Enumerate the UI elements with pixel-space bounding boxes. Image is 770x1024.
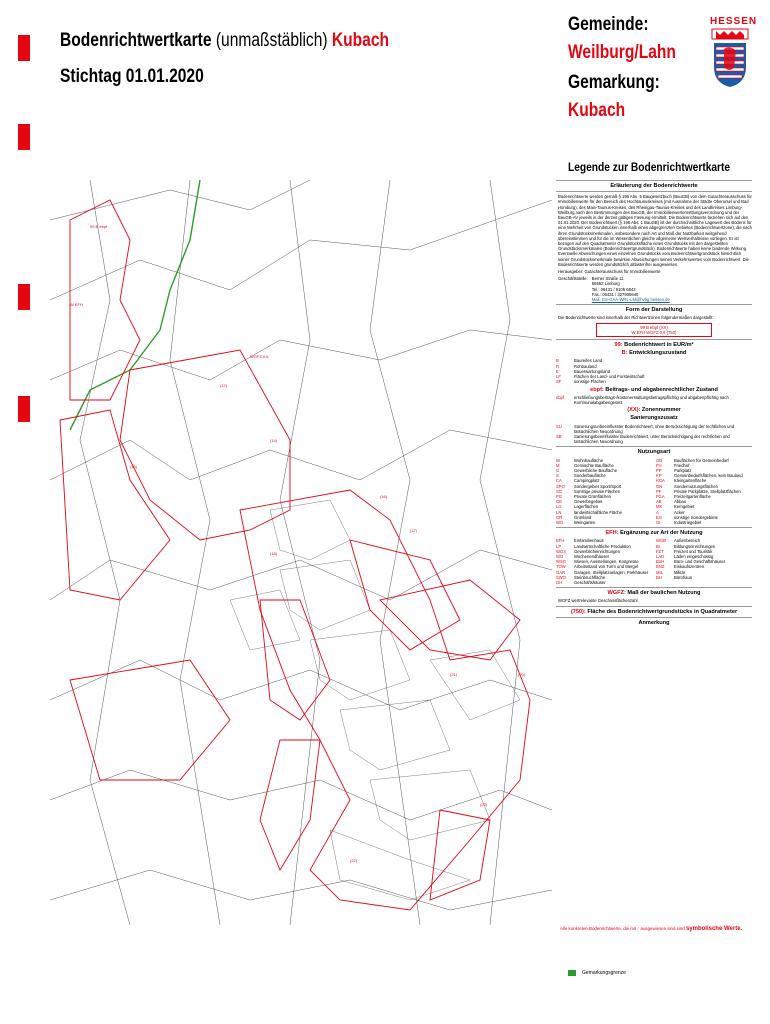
legend-row: EG sonstige Sondergebiete (656, 514, 719, 520)
legend-row: MIL Militär (656, 569, 686, 575)
erganzung-heading: Ergänzung zur Art der Nutzung (620, 530, 703, 537)
flaeche-heading: Fläche des Bodenrichtwertgrundstücks in Quadratmeter (587, 608, 738, 615)
zone-label: (21) (450, 672, 458, 677)
legend-row: B Baureifes Land (556, 358, 603, 364)
bodenrichtwert-map (50, 180, 552, 925)
title-scale-note: (unmaßstäblich) (215, 30, 328, 51)
zone-label: 99 B ebpf (90, 224, 108, 229)
legend-row: EFH Einfamilienhaus (556, 538, 604, 544)
map-title (60, 30, 389, 52)
red-margin-bar-3 (18, 284, 30, 310)
legend-row: LAD Läden eingeschossig (656, 553, 714, 559)
legend-row: GE Gewerbegebiet (556, 499, 603, 505)
form-example-box: 99 B ebpf (XX) W EFH WGFZ 0,6 (750) (596, 323, 712, 337)
zone-label: WGFZ 0,6 (250, 354, 269, 359)
legend-row: WGS Gewerblicheinrichtungen (556, 548, 621, 554)
legend-row: LG Lagerflächen (556, 504, 599, 510)
legend-row: SPO Sondergebiet Sport/Sport (556, 483, 622, 489)
zone-label: (12) (220, 383, 228, 388)
legend-row: MK Kerngebiet (656, 504, 695, 510)
legend-row: G Gewerbliche Baufläche (556, 467, 618, 473)
zone-label: (18) (270, 551, 278, 556)
legend-row: ENZ Einkaufszentren (656, 564, 705, 570)
legend-sections (556, 343, 752, 444)
explanation-text: Bodenrichtwerte werden gemäß § 196 Abs. 5 Baugesetzbuch (BauGB) von dem Gutachterausschuss für Immobilienwerte für den Bereich des Hochtaunuskreises (mit Ausnahme der Städte Oberursel und Bad Homburg), des Main-Taunus-Kreises, des Rheingau-Taunus-Kreises und des Landkreises Limburg-Weilburg nach den Bestimmungen des BauGB, der Immobilienwertermittlungsverordnung und der BauGB-AV jeweils in der derzeit gültigen Fassung ermittelt. Die Bodenrichtwerte beziehen sich auf den 01.01.2020. Der Bodenrichtwert (§ 196 Abs. 1 BauGB) ist der durchschnittliche Lagewert des Bodens für eine Mehrheit von Grundstücken innerhalb eines abgegrenzten Gebietes (Bodenrichtwertzone), die nach ihren Grundstücksmerkmalen, insbesondere nach Art und Maß der Nutzbarkeit weitgehend übereinstimmen und für die im Wesentlichen gleiche allgemeine Wertverhältnisse vorliegen. Er ist bezogen auf den Quadratmeter Grundstücksfläche eines Grundstücks mit den dargestellten Grundstücksmerkmalen (Bodenrichtwertgrundstück). Bodenrichtwerte haben keine bindende Wirkung. Eventuelle Abweichungen eines einzelnen Grundstücks vom Bodenrichtwertgrundstück hinsichtlich seiner Grundstücksmerkmale bewirken Abweichungen seines Verkehrswertes vom Bodenrichtwert. Die Bodenrichtwerte werden grundsätzlich altlastenfrei ausgewiesen. (558, 194, 752, 267)
office-address: Berner Straße 11 65552 Limburg Tel.: 06431 / 9105 6843 Fax.: 06431 / 327905640 Mail: GS-GAA-WRL-LM@hvbg.hessen.de (591, 276, 670, 303)
zone-label: (23) (480, 802, 488, 807)
legend-row: GH Geschäftshäuser (556, 580, 606, 585)
nutzung-heading: Nutzungsart (637, 449, 671, 456)
symbolic-values-note: Alle konkreten Bodenrichtwerte, die mit ‚‘ ausgewiesen sind sind symbolische Werte. (560, 926, 743, 932)
red-margin-bar-1 (18, 35, 30, 61)
zone-label: (17) (410, 528, 418, 533)
legend-row: E Bauerwartungsland (556, 368, 611, 374)
red-margin-bar-2 (18, 124, 30, 150)
wgfz-text: WGFZ wertrelevante Geschossflächenzahl (558, 598, 638, 604)
legend-row: R Rohbauland (556, 363, 597, 369)
zone-label: (14) (270, 438, 278, 443)
legend-row: LN landwirtschaftliche Fläche (556, 509, 622, 515)
legend-title: Legende zur Bodenrichtwertkarte (568, 160, 731, 174)
legend-row: WGB Außenbereich (656, 538, 701, 544)
legend-section-heading: Sanierungszusatz (630, 415, 678, 422)
legend-row: LF Flächen der Land- und Forstwirtschaft (556, 374, 645, 380)
legend-row: WG Weingarten (556, 519, 596, 525)
legend-row: SWO Steinbruchfläche (556, 574, 606, 580)
legend-row: LP Landwirtschaftliche Produktion (556, 543, 631, 549)
legend-section-heading: B: Entwicklungszustand (621, 350, 687, 357)
wgfz-heading: Maß der baulichen Nutzung (627, 590, 701, 597)
gemarkung-legend-label: Gemarkungsgrenze (582, 970, 626, 976)
legend-section-heading: (XX): Zonennummer (627, 407, 681, 414)
form-heading: Form der Darstellung (625, 307, 683, 314)
legend-row: WO Wochenendhäuser (556, 553, 610, 559)
gemarkung-legend (568, 970, 626, 976)
gemarkung-label: Gemarkung: (568, 72, 660, 93)
nutzung-table (556, 458, 752, 526)
legend-row: SB Sanierungsbeeinflusster Bodenrichtwert, unter Berücksichtigung der rechtlichen und tatsächlichen Neuordnung (556, 433, 730, 445)
legend-row: PP Parkplatz (656, 467, 692, 473)
legend-row: KP Gemeinbedarfsflächen, kein Bauland (656, 473, 743, 479)
hessen-lion-crest-icon (710, 27, 750, 89)
legend-row: BI Bildungseinrichtungen (656, 543, 716, 549)
legend-row: PF Private Parkplätze, Stellplatzflächen (656, 488, 741, 494)
title-main: Bodenrichtwertkarte (60, 30, 212, 51)
zone-label: (16) (380, 494, 388, 499)
zone-label: (22) (350, 858, 358, 863)
gemarkung-value: Kubach (568, 100, 626, 121)
office-label: Geschäftsstelle: (558, 276, 588, 282)
legend-row: SF sonstige Flächen (556, 379, 606, 385)
legend-section-heading: 99: Bodenrichtwert in EUR/m² (614, 342, 694, 349)
legend-row: ebpf erschließungsbeitrags-/kostenerstattungsbetragspflichtig und abgabenpflichtig nach Kommunalabgabengesetz (556, 394, 729, 405)
form-text: Die Bodenrichtwerte sind innerhalb der Richtwertzonen folgendermaßen dargestellt: (558, 315, 714, 321)
zone-label: (20) (518, 672, 526, 677)
gemarkung-swatch (568, 970, 576, 976)
reference-date: Stichtag 01.01.2020 (60, 66, 204, 87)
hessen-logo-text: HESSEN (710, 16, 758, 27)
zone-label: W EFH (70, 302, 83, 307)
legend-row: SG Sonstige private Flächen (556, 488, 621, 494)
legend-row: BüH Büro- und Geschäftshäuser (656, 559, 726, 565)
explanation-heading: Erläuterung der Bodenrichtwerte (610, 183, 698, 189)
red-margin-bar-4 (18, 396, 30, 422)
legend-row: GB Bauflächen für Gemeinbedarf (656, 457, 729, 463)
legend-row: M Gemischte Baufläche (556, 462, 614, 468)
legend-row: GN Sondernutzungsflächen (656, 483, 719, 489)
legend-section-heading: ebpf: Beitrags- und abgabenrechtlicher Zustand (590, 386, 718, 393)
hessen-logo (710, 16, 758, 94)
legend-row: BH Bürohaus (656, 574, 692, 580)
legend-row: A Acker (656, 509, 685, 515)
publisher-value: Gutachterausschuss für Immobilienwerte (584, 269, 661, 275)
legend-row: CA Campingplatz (556, 478, 600, 484)
legend-row: GR Grünland (556, 514, 592, 520)
legend-row: TOW Arbeitsstand von Turm und Mergel (556, 564, 639, 570)
legend-row: S Sonderbaufläche (556, 473, 606, 479)
legend-row: GAR Garagen, Stellplatzanlagen, Parkhäuser (556, 569, 649, 575)
map-canvas (50, 180, 552, 925)
legend-row: GI Industriegebiet (656, 519, 702, 525)
publisher-label: Herausgeber: (558, 269, 584, 275)
legend-row: WSG Wiesen, Ausstellungen, Kongresse (556, 559, 639, 565)
gemeinde-value: Weilburg/Lahn (568, 42, 676, 63)
legend-row: FH Friedhof (656, 462, 690, 468)
anmerkung-heading: Anmerkung (638, 619, 670, 626)
legend-row: FGA Freizeitgartenfläche (656, 493, 711, 499)
legend-row: FZT Freizeit und Touristik (656, 548, 713, 554)
erganzung-table (556, 538, 752, 585)
legend-row: W Wohnbaufläche (556, 457, 604, 463)
office-email-link[interactable]: Mail: GS-GAA-WRL-LM@hvbg.hessen.de (591, 297, 670, 303)
legend-panel: Erläuterung der Bodenrichtwerte Bodenrichtwerte werden gemäß § 196 Abs. 5 Baugesetzbuch (BauGB) von dem Gutachterausschuss für Immobilienwerte für den Bereich des Hochtaunuskreises (mit Ausnahme der Städte Oberursel und Bad Homburg), des Main-Taunus-Kreises, des Rheingau-Taunus-Kreises und des Landkreises Limburg-Weilburg nach den Bestimmungen des BauGB, der Immobilienwertermittlungsverordnung und der BauGB-AV jeweils in der derzeit gültigen Fassung ermittelt. Die Bodenrichtwerte beziehen sich auf den 01.01.2020. Der Bodenrichtwert (§ 196 Abs. 1 BauGB) ist der durchschnittliche Lagewert des Bodens für eine Mehrheit von Grundstücken innerhalb eines abgegrenzten Gebietes (Bodenrichtwertzone), die nach ihren Grundstücksmerkmalen, insbesondere nach Art und Maß der Nutzbarkeit weitgehend übereinstimmen und für die im Wesentlichen gleiche allgemeine Wertverhältnisse vorliegen. Er ist bezogen auf den Quadratmeter Grundstücksfläche eines Grundstücks mit den dargestellten Grundstücksmerkmalen (Bodenrichtwertgrundstück). Bodenrichtwerte haben keine bindende Wirkung. Eventuelle Abweichungen eines einzelnen Grundstücks vom Bodenrichtwertgrundstück hinsichtlich seiner Grundstücksmerkmale bewirken Abweichungen seines Verkehrswertes vom Bodenrichtwert. Die Bodenrichtwerte werden grundsätzlich altlastenfrei ausgewiesen. Herausgeber: Gutachterausschuss für Immobilienwerte Geschäftsstelle: Berner Straße 11 65552 Limburg Tel.: 06431 / 9105 6843 Fax.: 06431 / 327905640 Mail: GS-GAA-WRL-LM@hvbg.hessen.de Form der Darstellung Die Bodenrichtwerte sind innerhalb der Richtwertzonen folgendermaßen dargestellt: 99 B ebpf (XX) W EFH WGFZ 0,6 (750) 99: Bodenrichtwert in EUR/m² B: Entwicklungszustand B Baureifes Land R Rohbauland E Bauerwartungsland LF Flächen der Land- und Forstwirtschaft SF sonstige Flächen ebpf: Beitrags- und abgabenrechtlicher Zustand ebpf erschließungsbeitrags-/kostenerstattungsbetragspflichtig und abgabenpflichtig nach Kommunalabgabengesetz (XX): Zonennummer Sanierungszusatz SU Sanierungsunbeeinflusster Bodenrichtwert, ohne Berücksichtigung der rechtlichen und tatsächlichen Neuordnung SB Sanierungsbeeinflusster Bodenrichtwert, unter Berücksichtigung der rechtlichen und tatsächlichen Neuordnung Nutzungsart W Wohnbaufläche M Gemischte Baufläche G Gewerbliche Baufläche S Sonderbaufläche CA Campingplatz SPO Sondergebiet Sport/Sport SG Sonstige private Flächen PG Private Grünflächen GE Gewerbegebiet LG Lagerflächen LN landwirtschaftliche Fläche GR Grünland WG Weingarten GB Bauflächen für Gemeinbedarf FH Friedhof PP Parkplatz KP Gemeinbedarfsflächen, kein Bauland KGA Kleingartenfläche GN Sondernutzungsflächen PF Private Parkplätze, Stellplatzflächen FGA Freizeitgartenfläche AB Abbau MK Kerngebiet A Acker EG sonstige Sondergebiete GI Industriegebiet EFH: Ergänzung zur Art der Nutzung EFH Einfamilienhaus LP Landwirtschaftliche Produktion WGS Gewerblicheinrichtungen WO Wochenendhäuser WSG Wiesen, Ausstellungen, Kongresse TOW Arbeitsstand von Turm und Mergel GAR Garagen, Stellplatzanlagen, Parkhäuser SWO Steinbruchfläche GH Geschäftshäuser WGB Außenbereich BI Bildungseinrichtungen FZT Freizeit und Touristik LAD Läden eingeschossig BüH Büro- und Geschäftshäuser ENZ Einkaufszentren MIL Militär BH Bürohaus WGFZ: Maß der baulichen Nutzung WGFZ wertrelevante Geschossflächenzahl (750): Fläche des Bodenrichtwertgrundstücks in Quadratmeter Anmerkung (556, 178, 752, 628)
title-place: Kubach (331, 30, 390, 51)
legend-row: PG Private Grünflächen (556, 493, 612, 499)
legend-row: KGA Kleingartenfläche (656, 478, 707, 484)
gemeinde-label: Gemeinde: (568, 14, 649, 35)
zone-label: (15) (130, 464, 138, 469)
legend-row: SU Sanierungsunbeeinflusster Bodenrichtwert, ohne Berücksichtigung der rechtlichen und tatsächlichen Neuordnung (556, 423, 735, 434)
legend-row: AB Abbau (656, 499, 687, 505)
